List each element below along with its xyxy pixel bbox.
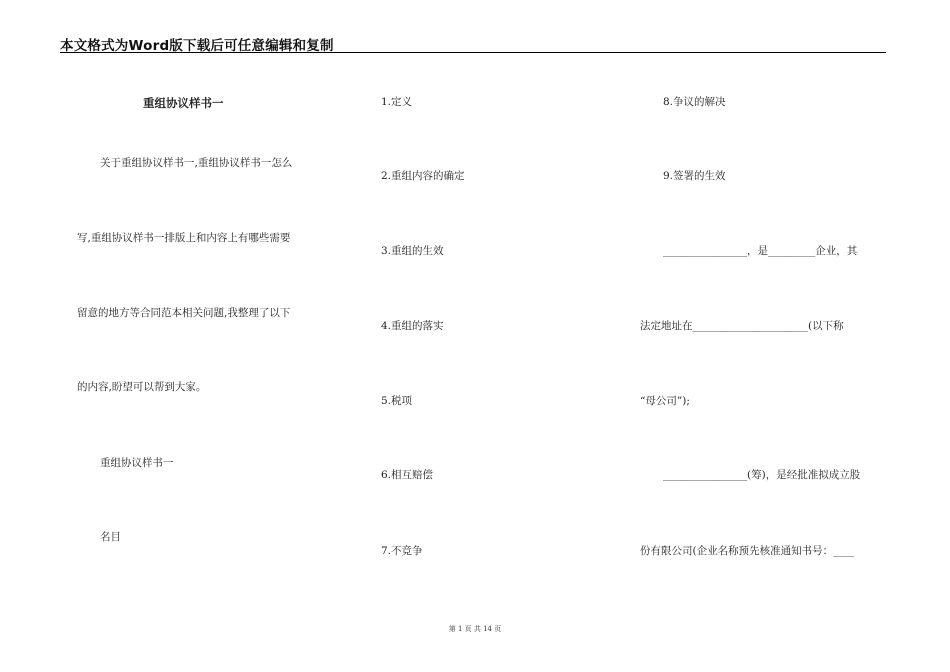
toc-item-1: 1.定义: [381, 96, 413, 108]
toc-item-9: 9.签署的生效: [663, 170, 726, 182]
toc-item-6: 6.相互赔偿: [381, 469, 434, 481]
intro-line-1: 关于重组协议样书一,重组协议样书一怎么: [100, 157, 293, 169]
header-divider: [60, 52, 886, 53]
party-line-3: “母公司”);: [640, 395, 690, 407]
toc-heading: 名目: [100, 531, 121, 543]
intro-line-2: 写,重组协议样书一排版上和内容上有哪些需要: [77, 232, 291, 244]
page-number: 第 1 页 共 14 页: [448, 625, 502, 633]
party-line-5: 份有限公司(企业名称预先核准通知书号：____: [640, 545, 855, 557]
document-title: 重组协议样书一: [143, 96, 224, 110]
toc-item-5: 5.税项: [381, 395, 413, 407]
party-line-4: ________________(筹)，是经批准拟成立股: [663, 469, 861, 481]
toc-item-4: 4.重组的落实: [381, 320, 444, 332]
header-text: 本文格式为Word版下载后可任意编辑和复制: [60, 38, 334, 54]
toc-item-3: 3.重组的生效: [381, 245, 444, 257]
toc-item-8: 8.争议的解决: [663, 96, 726, 108]
party-line-1: ________________，是_________企业，其: [663, 245, 858, 257]
intro-line-4: 的内容,盼望可以帮到大家。: [77, 381, 207, 393]
intro-line-3: 留意的地方等合同范本相关问题,我整理了以下: [77, 307, 291, 319]
document-header: [60, 34, 886, 52]
section-heading: 重组协议样书一: [100, 457, 174, 469]
toc-item-7: 7.不竞争: [381, 545, 423, 557]
party-line-2: 法定地址在______________________(以下称: [640, 320, 844, 332]
toc-item-2: 2.重组内容的确定: [381, 170, 465, 182]
